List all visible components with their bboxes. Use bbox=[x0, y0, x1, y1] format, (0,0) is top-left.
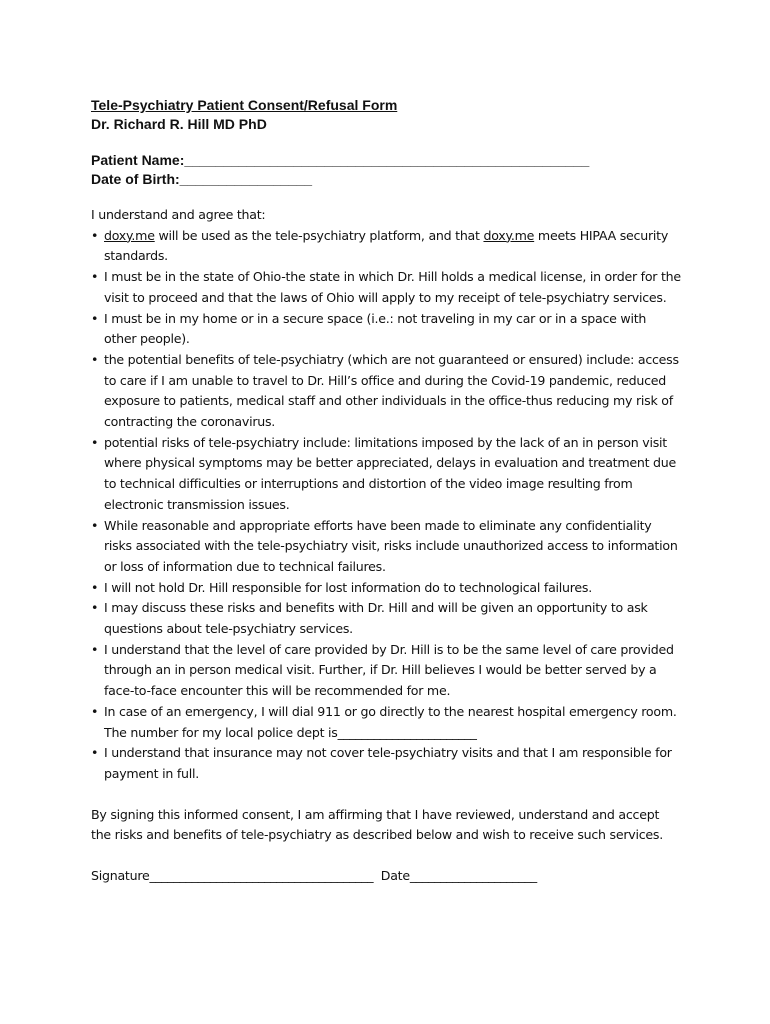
doxy-link[interactable]: doxy.me bbox=[483, 227, 535, 243]
list-item bbox=[91, 743, 681, 784]
bullet-icon: • bbox=[91, 227, 99, 243]
date-of-birth-label: Date of Birth: bbox=[91, 171, 180, 187]
consent-statement: By signing this informed consent, I am affirming that I have reviewed, understand and accept the risks and benefits of tele-psychiatry as described below and wish to receive such services. bbox=[91, 806, 663, 843]
doctor-name: Dr. Richard R. Hill MD PhD bbox=[91, 116, 267, 132]
list-item-text: meets HIPAA security standards. bbox=[104, 227, 669, 264]
bullet-icon: • bbox=[91, 269, 99, 285]
bullet-icon: • bbox=[91, 579, 99, 595]
bullet-icon: • bbox=[91, 703, 99, 719]
date-label: Date bbox=[380, 868, 410, 884]
date-of-birth-field[interactable]: _________________ bbox=[179, 171, 313, 187]
list-item bbox=[91, 702, 681, 743]
list-item bbox=[91, 350, 681, 433]
doxy-link[interactable]: doxy.me bbox=[104, 227, 155, 243]
list-item-text: While reasonable and appropriate efforts have been made to eliminate any confidentiality risks associated with the tele-psychiatry visit, risks include unauthorized access to information or loss of information due to technical failures. bbox=[104, 517, 678, 574]
patient-name-label: Patient Name: bbox=[91, 152, 185, 168]
list-item-text: the potential benefits of tele-psychiatry (which are not guaranteed or ensured) include: access to care if I am unable to travel to Dr. Hill’s office and during the Covid-19 pandemic, reduced exposure to patients, medical staff and other individuals in the office-thus reducing my risk of contracting the coronavirus. bbox=[104, 351, 679, 430]
list-item bbox=[91, 598, 681, 639]
list-item-text: In case of an emergency, I will dial 911 or go directly to the nearest hospital emergency room. The number for my local police dept is_______________________ bbox=[104, 703, 677, 740]
patient-name-field[interactable]: ____________________________________________________ bbox=[184, 152, 590, 168]
list-item bbox=[91, 433, 681, 516]
bullet-icon: • bbox=[91, 745, 99, 761]
list-item bbox=[91, 640, 681, 702]
list-item-text: I must be in the state of Ohio-the state in which Dr. Hill holds a medical license, in order for the visit to proceed and that the laws of Ohio will apply to my receipt of tele-psychiatry services. bbox=[104, 269, 681, 305]
list-item bbox=[91, 516, 681, 578]
bullet-icon: • bbox=[91, 434, 99, 450]
list-item-text: I must be in my home or in a secure space (i.e.: not traveling in my car or in a space with other people). bbox=[104, 310, 647, 347]
list-item-text: I understand that the level of care provided by Dr. Hill is to be the same level of care provided through an in person medical visit. Further, if Dr. Hill believes I would be better served by a face-to-face encounter this will be recommended for me. bbox=[104, 641, 674, 699]
list-item-text: potential risks of tele-psychiatry include: limitations imposed by the lack of an in person visit where physical symptoms may be better appreciated, delays in evaluation and treatment due to technical difficulties or interruptions and distortion of the video image resulting from electronic transmission issues. bbox=[104, 434, 677, 512]
bullet-icon: • bbox=[91, 517, 99, 533]
list-item-text: I may discuss these risks and benefits with Dr. Hill and will be given an opportunity to ask questions about tele-psychiatry services. bbox=[104, 600, 648, 637]
list-item-text: I will not hold Dr. Hill responsible for lost information do to technological failures. bbox=[104, 579, 592, 595]
bullet-icon: • bbox=[91, 310, 99, 326]
list-item bbox=[91, 578, 681, 599]
bullet-icon: • bbox=[91, 351, 99, 367]
date-of-birth-row bbox=[91, 170, 681, 189]
consent-form bbox=[91, 96, 681, 887]
list-item-text: will be used as the tele-psychiatry platform, and that bbox=[154, 227, 484, 243]
signature-row bbox=[91, 866, 681, 887]
patient-name-row bbox=[91, 151, 681, 170]
intro-statement: I understand and agree that: bbox=[91, 207, 266, 222]
bullet-icon: • bbox=[91, 600, 99, 616]
terms-list bbox=[91, 226, 681, 785]
list-item bbox=[91, 226, 681, 267]
bullet-icon: • bbox=[91, 641, 99, 657]
date-field[interactable]: _____________________ bbox=[409, 868, 537, 884]
list-item-text: I understand that insurance may not cover tele-psychiatry visits and that I am responsible for payment in full. bbox=[104, 745, 672, 781]
form-title: Tele-Psychiatry Patient Consent/Refusal Form bbox=[91, 97, 398, 113]
list-item bbox=[91, 309, 681, 350]
signature-field[interactable]: _____________________________________ bbox=[149, 868, 374, 884]
list-item bbox=[91, 267, 681, 308]
signature-label: Signature bbox=[91, 868, 150, 884]
